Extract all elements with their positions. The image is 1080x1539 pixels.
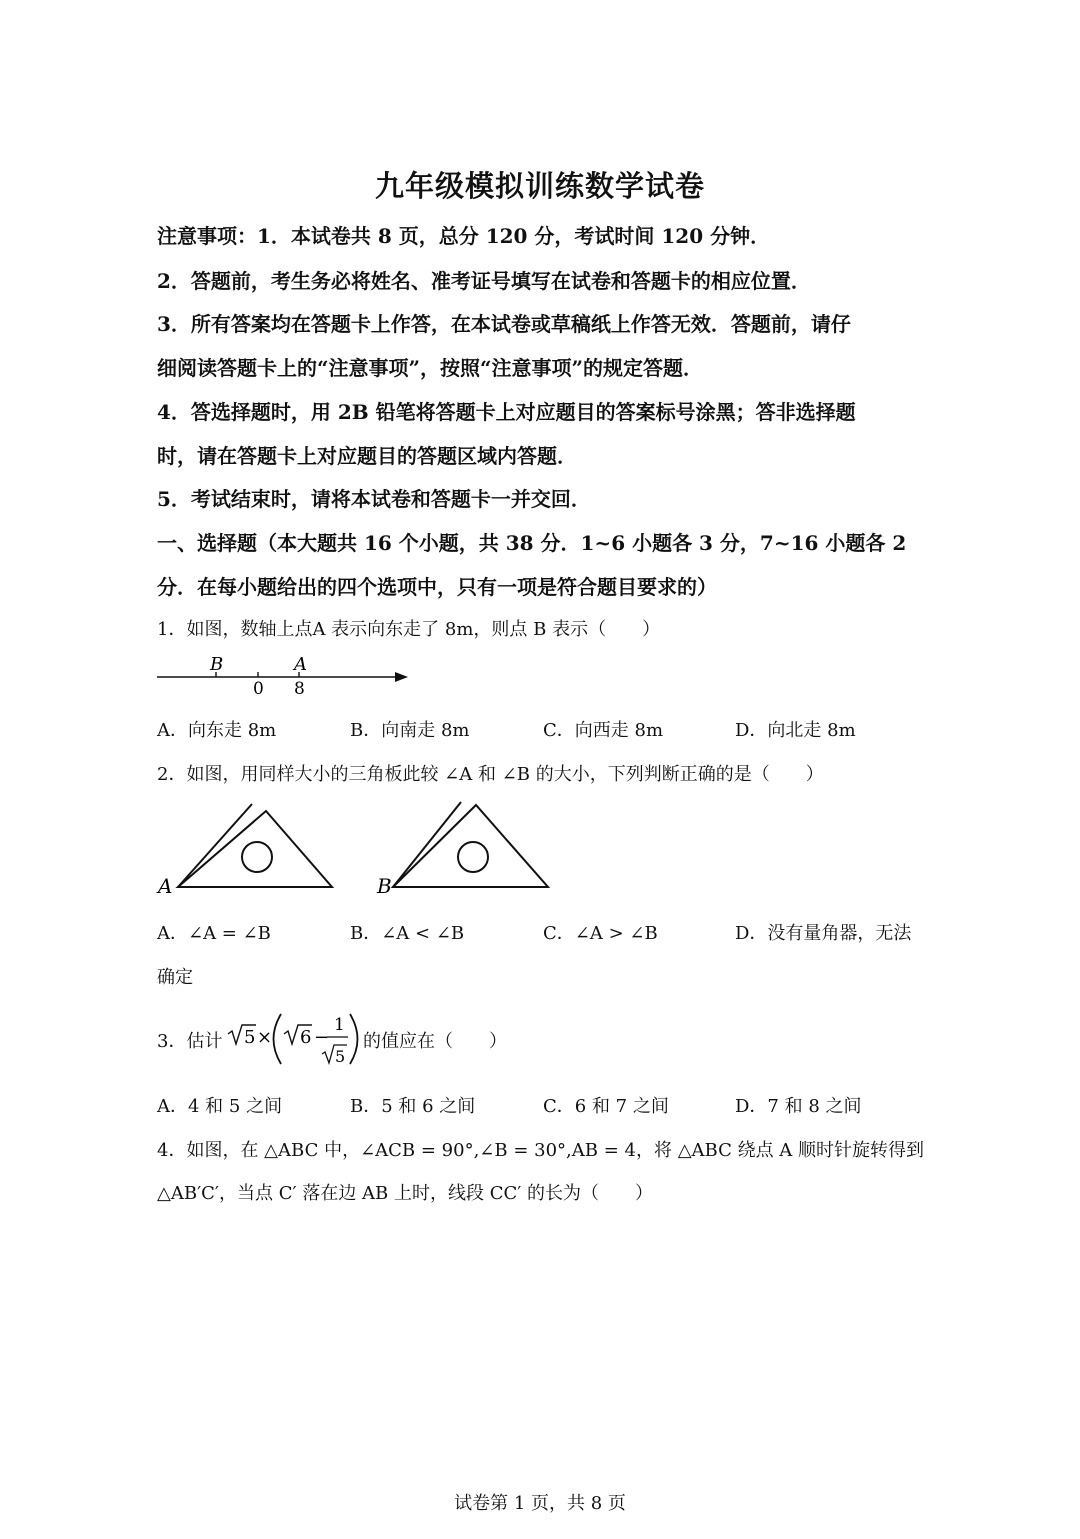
q3-option-c: C．6 和 7 之间 xyxy=(543,1096,669,1117)
label-b: B xyxy=(210,654,224,675)
triangle-b xyxy=(376,802,548,898)
denominator-radicand-5: 5 xyxy=(335,1047,346,1066)
notice-line-5: 4．答选择题时，用 2B 铅笔将答题卡上对应题目的答案标号涂黑；答非选择题 xyxy=(157,400,856,424)
label-angle-b: B xyxy=(377,874,392,898)
radicand-5: 5 xyxy=(244,1027,256,1048)
notice-line-2: 2．答题前，考生务必将姓名、准考证号填写在试卷和答题卡的相应位置． xyxy=(157,269,811,293)
page-footer: 试卷第 1 页，共 8 页 xyxy=(454,1493,626,1514)
q3-option-a: A．4 和 5 之间 xyxy=(157,1096,283,1117)
q2-option-a: A．∠A = ∠B xyxy=(157,923,271,944)
notice-line-1: 注意事项：1．本试卷共 8 页，总分 120 分，考试时间 120 分钟． xyxy=(157,224,771,248)
notice-line-7: 5．考试结束时，请将本试卷和答题卡一并交回． xyxy=(157,487,591,511)
q4-stem-line-2: △AB′C′，当点 C′ 落在边 AB 上时，线段 CC′ 的长为（ ） xyxy=(157,1183,654,1204)
triangle-a xyxy=(156,804,332,898)
q1-option-c: C．向西走 8m xyxy=(543,720,664,741)
q3-option-b: B．5 和 6 之间 xyxy=(350,1096,476,1117)
minus-sign: − xyxy=(314,1027,330,1048)
notice-line-4: 细阅读答题卡上的“注意事项”，按照“注意事项”的规定答题． xyxy=(157,356,704,380)
section-heading-line-1: 一、选择题（本大题共 16 个小题，共 38 分．1~6 小题各 3 分，7~16 小题各 2 xyxy=(157,531,907,555)
q2-option-d: D．没有量角器，无法 xyxy=(735,923,912,944)
q1-stem: 1．如图，数轴上点A 表示向东走了 8m，则点 B 表示（ ） xyxy=(157,619,661,640)
q1-option-b: B．向南走 8m xyxy=(350,720,470,741)
q1-number-line xyxy=(150,650,420,700)
radicand-6: 6 xyxy=(300,1027,312,1048)
left-paren xyxy=(274,1014,282,1064)
label-0: 0 xyxy=(253,679,264,699)
times-sign: × xyxy=(257,1027,273,1048)
q2-option-d-continued: 确定 xyxy=(157,967,193,988)
q2-triangles-figure xyxy=(150,795,570,900)
q3-prefix: 3．估计 xyxy=(157,1031,223,1052)
page-title: 九年级模拟训练数学试卷 xyxy=(374,169,705,203)
notice-line-3: 3．所有答案均在答题卡上作答，在本试卷或草稿纸上作答无效．答题前，请仔 xyxy=(157,312,851,336)
notice-line-6: 时，请在答题卡上对应题目的答题区域内答题． xyxy=(157,444,577,468)
label-a: A xyxy=(294,654,307,675)
q3-suffix: 的值应在（ ） xyxy=(363,1031,507,1052)
q2-stem: 2．如图，用同样大小的三角板此较 ∠A 和 ∠B 的大小，下列判断正确的是（ ） xyxy=(157,764,824,785)
label-8: 8 xyxy=(294,679,305,699)
q2-option-b: B．∠A < ∠B xyxy=(350,923,465,944)
section-heading-line-2: 分．在每小题给出的四个选项中，只有一项是符合题目要求的） xyxy=(157,575,717,599)
q1-option-a: A．向东走 8m xyxy=(157,720,277,741)
right-paren xyxy=(350,1014,358,1064)
label-angle-a: A xyxy=(158,874,173,898)
fraction-numerator: 1 xyxy=(334,1015,345,1035)
q1-option-d: D．向北走 8m xyxy=(735,720,856,741)
q2-option-c: C．∠A > ∠B xyxy=(543,923,658,944)
number-line-arrow xyxy=(395,672,408,682)
q3-option-d: D．7 和 8 之间 xyxy=(735,1096,862,1117)
q4-stem-line-1: 4．如图，在 △ABC 中，∠ACB = 90°,∠B = 30°,AB = 4，将 △ABC 绕点 A 顺时针旋转得到 xyxy=(157,1140,925,1161)
q3-expression xyxy=(226,1008,366,1070)
